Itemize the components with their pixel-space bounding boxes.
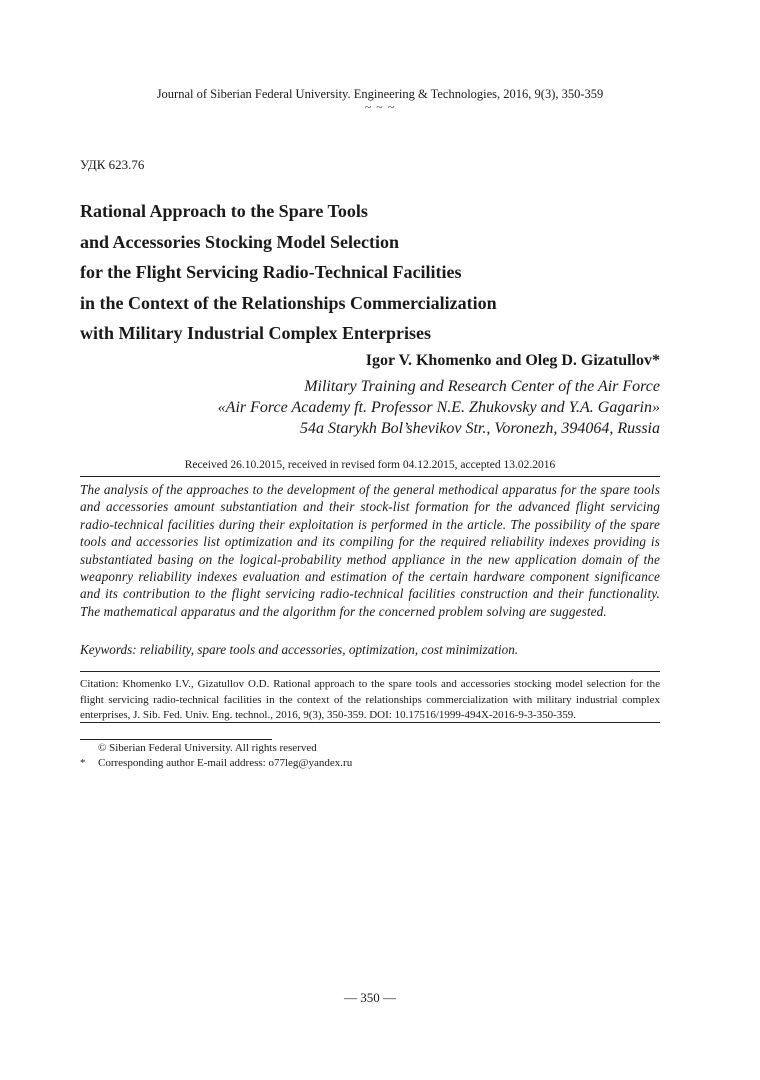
divider-citation-bottom [80,722,660,723]
header-separator: ~ ~ ~ [364,100,396,114]
journal-header: Journal of Siberian Federal University. Engineering & Technologies, 2016, 9(3), 350-359 [156,87,604,101]
received-dates: Received 26.10.2015, received in revised form 04.12.2015, accepted 13.02.2016 [184,459,556,471]
page-number: ― 350 ― [344,990,396,1005]
affiliation-line: «Air Force Academy ft. Professor N.E. Zhukovsky and Y.A. Gagarin» [217,399,660,416]
authors: Igor V. Khomenko and Oleg D. Gizatullov* [365,352,660,369]
divider-top [80,476,660,477]
udk-code: УДК 623.76 [80,157,145,172]
footnote-star: * [80,757,86,769]
corresponding-email-text: Corresponding author E-mail address: o77leg@yandex.ru [98,757,353,769]
divider-citation-top [80,671,660,672]
abstract: The analysis of the approaches to the development of the general methodical apparatus for the spare tools and accessories amount substantiation and their stock-list formation for the advanced flight servicing radio-technical facilities during their exploitation is performed in the article. The possibility of the spare tools and accessories list optimization and its compiling for the required reliability indexes providing is substantiated basing on the logical-probability method appliance in the new application domain of the weaponry reliability indexes evaluation and estimation of the certain hardware component significance and its contribution to the flight servicing radio-technical facilities construction and their functionality. The mathematical apparatus and the algorithm for the concerned problem solving are suggested. [80,482,660,619]
title-line: for the Flight Servicing Radio-Technical Facilities [80,262,462,282]
keywords: Keywords: reliability, spare tools and accessories, optimization, cost minimization. [80,642,519,657]
citation: Citation: Khomenko I.V., Gizatullov O.D. Rational approach to the spare tools and accessories stocking model selection for the flight servicing radio-technical facilities in the context of the relationships commercialization with military industrial complex enterprises, J. Sib. Fed. Univ. Eng. technol., 2016, 9(3), 350-359. DOI: 10.17516/1999-494X-2016-9-3-350-359. [80,678,660,721]
title-line: Rational Approach to the Spare Tools [80,201,368,221]
footnote-copyright: © Siberian Federal University. All rights reserved [98,742,317,754]
title-line: and Accessories Stocking Model Selection [80,231,399,252]
footnote-rule [80,739,272,740]
footnote-corresponding [80,756,352,770]
title-line: in the Context of the Relationships Commercialization [80,292,497,313]
affiliation [218,376,660,439]
title-line: with Military Industrial Complex Enterprises [80,323,431,343]
affiliation-line: Military Training and Research Center of the Air Force [304,378,660,395]
affiliation-line: 54a Starykh Bol’shevikov Str., Voronezh, 394064, Russia [300,420,660,437]
paper-title [80,196,680,349]
